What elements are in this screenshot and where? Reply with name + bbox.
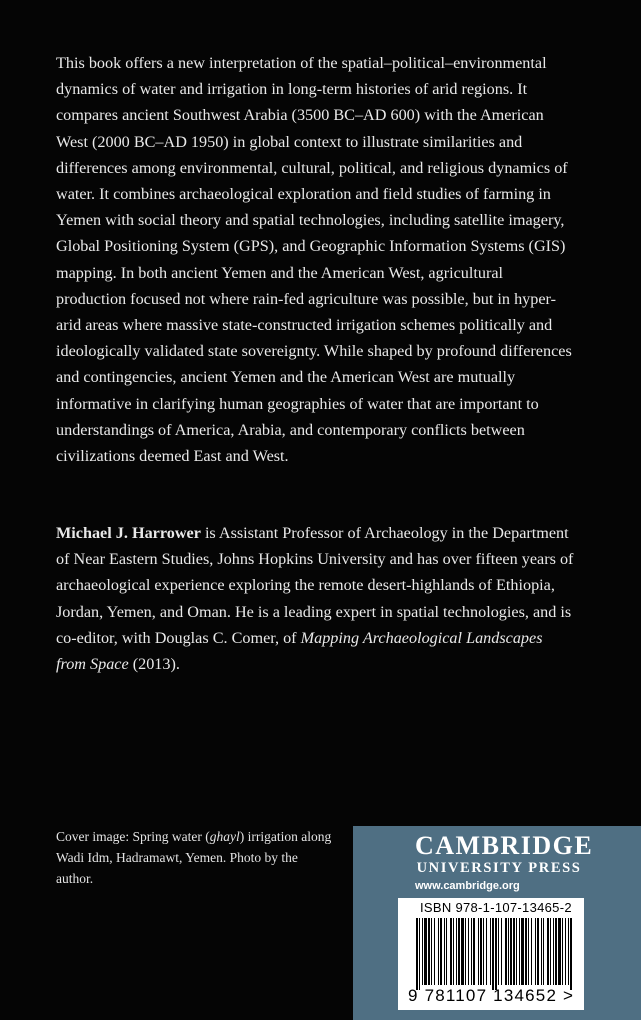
barcode-bar [486,918,487,985]
barcode-bar [419,918,420,990]
barcode-bar [428,918,430,985]
barcode-bar [453,918,454,985]
author-bio [56,520,574,677]
barcode-bar [553,918,554,985]
barcode-bar [468,918,469,985]
barcode-bar [508,918,509,985]
publisher-panel [353,826,641,1020]
author-bio-end: (2013). [128,655,180,674]
barcode-bar [458,918,460,985]
barcode-bar [541,918,542,985]
barcode-bar [558,918,561,985]
barcode-bar [461,918,464,985]
credit-prefix: Cover image: Spring water ( [56,829,210,844]
barcode-bar [501,918,502,985]
barcode-bar [550,918,551,985]
barcode-bar [570,918,572,990]
barcode-bar [565,918,566,985]
book-description: This book offers a new interpretation of the spatial–political–environmental dynamics of water and irrigation in long-term histories of arid regions. It compares ancient Southwest Arabia (3500 BC–AD 600) with the American West (2000 BC–AD 1950) in global context to illustrate similarities and differences among environmental, cultural, political, and religious dynamics of water. It combines archaeological exploration and field studies of farming in Yemen with social theory and spatial technologies, including satellite imagery, Global Positioning System (GPS), and Geographic Information Systems (GIS) mapping. In both ancient Yemen and the American West, agricultural production focused not where rain-fed agriculture was possible, but in hyper-arid areas where massive state-constructed irrigation schemes politically and ideologically validated state sovereignty. While shaped by profound differences and contingencies, ancient Yemen and the American West are mutually informative in clarifying human geographies of water that are important to understandings of America, Arabia, and contemporary conflicts between civilizations deemed East and West. [56,54,572,466]
barcode-bar [446,918,447,985]
author-name: Michael J. Harrower [56,524,201,542]
barcode-bar [483,918,484,985]
publisher-logo [415,831,594,877]
barcode-bar [431,918,432,985]
barcode-bar [478,918,479,985]
barcode-bar [513,918,515,985]
barcode-bar [492,918,494,990]
publisher-name-bottom: UNIVERSITY PRESS [416,860,582,876]
barcode-bar [450,918,452,985]
barcode-bar [416,918,418,990]
barcode-bar [495,918,497,990]
isbn-barcode [398,898,584,1010]
barcode-bar [465,918,466,985]
barcode-bar [555,918,557,985]
barcode-bar [562,918,563,985]
publisher-name-top: CAMBRIDGE [415,831,594,860]
barcode-bar [519,918,520,985]
barcode-digits: 9 781107 134652 > [408,986,575,1005]
isbn-label: ISBN 978-1-107-13465-2 [420,900,572,915]
barcode-bar [521,918,524,985]
barcode-bar [434,918,435,985]
barcode-bar [537,918,539,985]
barcode-bar [438,918,439,985]
barcode-bar [490,918,491,985]
barcode-bar [422,918,423,985]
barcode-bar [525,918,527,985]
related-book-title: Mapping Archaeological Landscapes from Space [56,628,543,674]
barcode-bar [547,918,549,985]
barcode-bar [510,918,512,985]
author-bio-text: is Assistant Professor of Archaeology in the Department of Near Eastern Studies, Johns Hopkins University and has over fifteen years of archaeological experience exploring the remote desert-highlands of Ethiopia, Jordan, Yemen, and Oman. He is a leading expert in spatial technologies, and is co-editor, with Douglas C. Comer, of [56,524,574,647]
barcode-bar [535,918,536,985]
barcode-bar [424,918,427,985]
barcode-bar [516,918,517,985]
barcode-bar [440,918,442,985]
barcode-bar [444,918,445,985]
barcode-bar [471,918,472,985]
barcode-bar [528,918,529,985]
barcode-bar [531,918,532,985]
credit-term: ghayl [209,829,240,844]
cover-image-credit [56,826,336,889]
barcode-bar [498,918,499,985]
barcode-bar [473,918,475,985]
publisher-website: www.cambridge.org [415,880,520,892]
barcode-bar [480,918,482,985]
barcode-bar [568,918,569,985]
barcode-bar [505,918,507,985]
barcode-bar [456,918,457,985]
barcode-bar [543,918,544,985]
credit-suffix: ) irrigation along Wadi Idm, Hadramawt, Yemen. Photo by the author. [56,829,332,886]
